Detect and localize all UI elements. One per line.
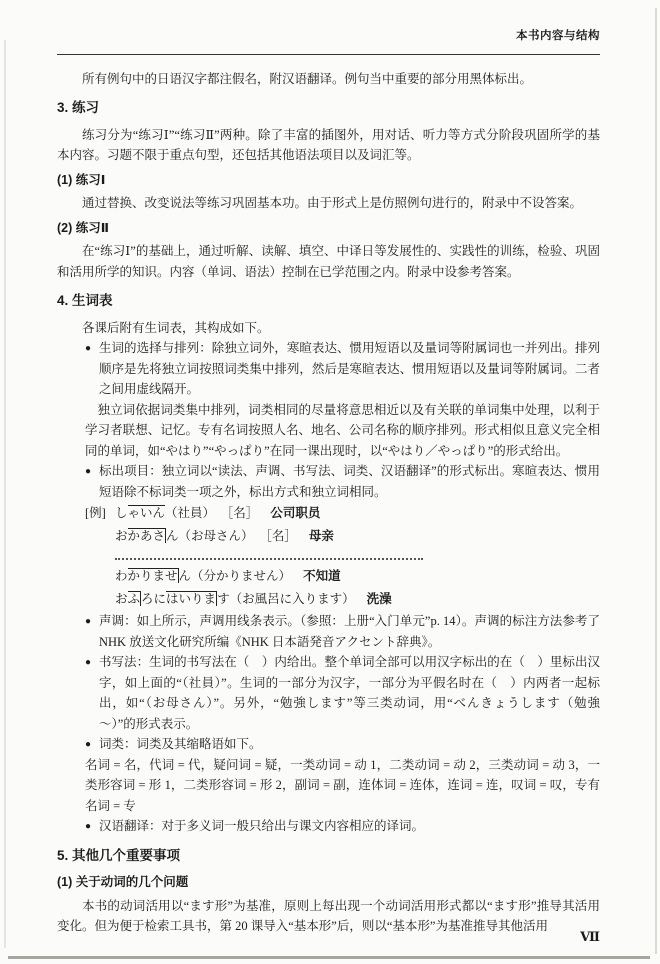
bullet-icon: ●: [85, 343, 92, 354]
reading-segment: お: [115, 529, 128, 543]
section-5-heading: 5. 其他几个重要事项: [57, 847, 181, 863]
pos-tag: ［名］: [265, 529, 297, 543]
subsection-3-2-heading: (2) 练习Ⅱ: [57, 220, 109, 235]
example-block: [85, 502, 600, 611]
translation: 洗澡: [366, 592, 392, 606]
example-row: [115, 588, 600, 611]
pitch-segment: かあさ: [127, 529, 166, 543]
selection-note: 独立词依据词类集中排列，词类相同的尽量将意思相近以及有关联的单词集中处理，以利于学习者联想、记忆。专有名词按照人名、地名、公司名称的顺序排列。形式相似且意义完全相同的单词，如“やはり”“やっぱり”在同一课出现时，以“やはり／やっぱり”的形式给出。: [85, 402, 600, 458]
bullet-icon: ●: [85, 657, 92, 668]
section-3-paragraph: 练习分为“练习Ⅰ”“练习Ⅱ”两种。除了丰富的插图外，用对话、听力等方式分阶段巩固所学的基本内容。习题不限于重点句型，还包括其他语法项目以及词汇等。: [57, 127, 600, 162]
bullet-translation-text: 汉语翻译：对于多义词一般只给出与课文内容相应的译词。: [99, 819, 425, 833]
scan-edge-right: [655, 8, 657, 954]
bullet-selection: [85, 338, 600, 400]
bullet-marking: [85, 461, 600, 502]
scan-edge-bottom: [8, 956, 650, 959]
reading-segment: お: [115, 592, 128, 606]
bullet-icon: ●: [85, 821, 92, 832]
header-rule: [57, 54, 600, 55]
subsection-5-1-paragraph: 本书的动词活用以“ます形”为基准，原则上每出现一个动词活用形式都以“ます形”推导其活用变化。但为便于检索工具书，第 20 课导入“基本形”后，则以“基本形”为基准推导其他活用: [57, 898, 600, 933]
scan-edge-left: [4, 40, 6, 948]
example-row: [115, 525, 600, 548]
pos-abbreviations: 名词 = 名，代词 = 代，疑问词 = 疑，一类动词 = 动 1，二类动词 = 动 2，三类动词 = 动 3，一类形容词 = 形 1，二类形容词 = 形 2，副词 = 副，连体词 = 连体，连词 = 连，叹词 = 叹，专有名词 = 专: [85, 757, 600, 813]
section-4-heading: 4. 生词表: [57, 293, 113, 308]
subsection-3-2-paragraph: 在“练习Ⅰ”的基础上，通过听解、读解、填空、中译日等发展性的、实践性的训练，检验、巩固和活用所学的知识。内容（单词、语法）控制在已学范围之内。附录中设参考答案。: [57, 244, 600, 279]
bullet-pos-text: 词类：词类及其缩略语如下。: [99, 737, 262, 751]
bullet-icon: ●: [85, 739, 92, 750]
subsection-5-1-heading: (1) 关于动词的几个问题: [57, 875, 189, 889]
bullet-writing: [85, 652, 600, 734]
bullet-selection-text: 生词的选择与排列：除独立词外，寒暄表达、惯用短语以及量词等附属词也一并列出。排列顺序是先将独立词按照词类集中排列，然后是寒暄表达、惯用短语以及量词等附属词。二者之间用虚线隔开。: [99, 341, 600, 396]
reading-segment: ん: [178, 569, 192, 583]
bullet-icon: ●: [85, 466, 92, 477]
reading-segment: す: [217, 592, 230, 606]
reading-segment: し: [115, 506, 128, 520]
page-number: Ⅶ: [580, 929, 600, 945]
example-row: [85, 502, 600, 525]
subsection-3-1-heading: (1) 练习Ⅰ: [57, 172, 106, 187]
section-3-heading: 3. 练习: [57, 100, 100, 115]
reading-segment: ん: [166, 529, 179, 543]
section-4-intro: 各课后附有生词表，其构成如下。: [82, 320, 270, 335]
translation: 母亲: [308, 529, 334, 543]
intro-paragraph: 所有例句中的日语汉字都注假名，附汉语翻译。例句当中重要的部分用黑体标出。: [82, 71, 533, 86]
reading-segment: ろに: [141, 592, 167, 606]
kana-annotation: （社員）: [165, 506, 216, 520]
example-row: [115, 565, 600, 588]
pitch-segment: ふ: [127, 592, 141, 606]
bullet-translation: [85, 816, 600, 837]
bullet-writing-text: 书写法：生词的书写法在（ ）内给出。整个单词全部可以用汉字标出的在（ ）里标出汉字，如上面的“（社員）”。生词的一部分为汉字，一部分为平假名时在（ ）内两者一起标出，如“（お母さん）”。另外，“勉強します”等三类动词，用“べんきょうします（勉強～）”的形式表示。: [99, 655, 600, 731]
pitch-segment: かりませ: [127, 569, 178, 583]
pitch-segment: ゃいん: [127, 506, 166, 520]
bullet-pos: [85, 734, 600, 755]
bullet-accent: [85, 611, 600, 652]
kana-annotation: （分かりません）: [191, 569, 292, 583]
kana-annotation: （お風呂に入ります）: [229, 592, 355, 606]
translation: 公司职员: [270, 506, 321, 520]
kana-annotation: （お母さん）: [178, 529, 254, 543]
bullet-accent-text: 声调：如上所示，声调用线条表示。（参照：上册“入门单元”p. 14）。声调的标注方法参考了NHK 放送文化研究所编《NHK 日本語発音アクセント辞典》。: [99, 614, 600, 649]
dotted-separator: [115, 552, 423, 560]
bullet-icon: ●: [85, 616, 92, 627]
pos-tag: ［名］: [227, 506, 259, 520]
subsection-3-1-paragraph: 通过替换、改变说法等练习巩固基本功。由于形式上是仿照例句进行的，附录中不设答案。: [82, 196, 583, 210]
reading-segment: わ: [115, 569, 128, 583]
bullet-marking-text: 标出项目：独立词以“读法、声调、书写法、词类、汉语翻译”的形式标出。寒暄表达、惯用短语除不标词类一项之外，标出方式和独立词相同。: [99, 464, 600, 499]
pitch-segment: はいりま: [166, 592, 217, 606]
running-header: 本书内容与结构: [516, 30, 600, 42]
example-label: [例]: [85, 506, 106, 520]
translation: 不知道: [303, 569, 341, 583]
